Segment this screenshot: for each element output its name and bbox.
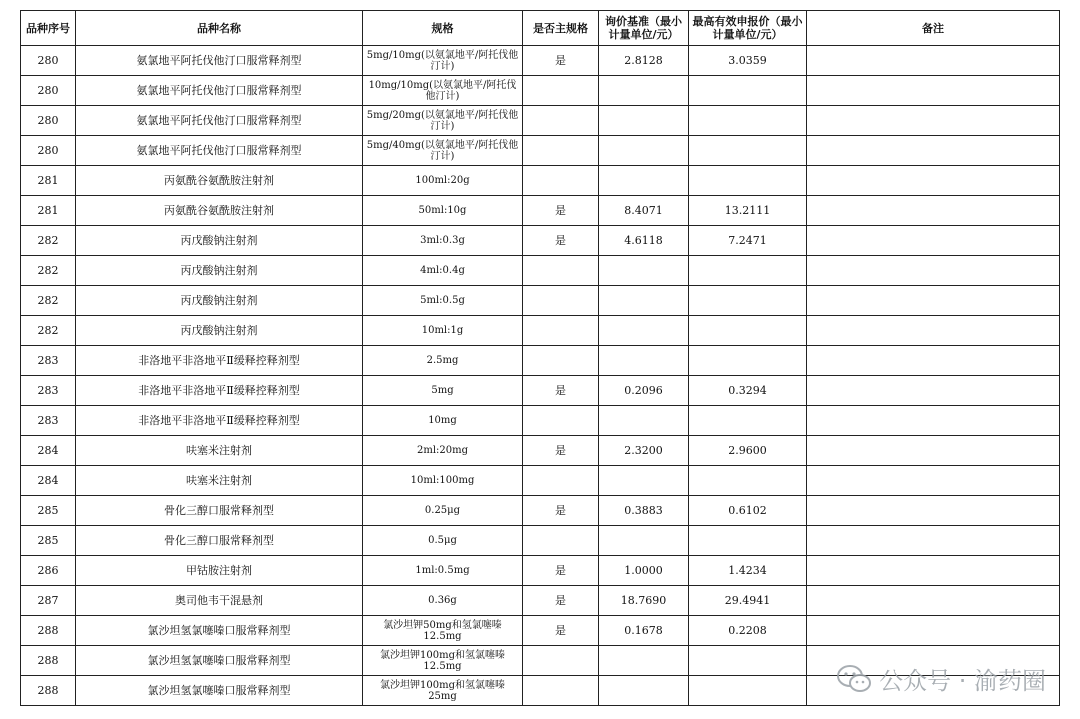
table-row bbox=[21, 436, 1060, 466]
cell-note bbox=[807, 436, 1060, 466]
cell-note bbox=[807, 316, 1060, 346]
cell-main-spec: 是 bbox=[523, 226, 599, 256]
cell-name: 非洛地平非洛地平Ⅱ缓释控释剂型 bbox=[76, 346, 363, 376]
cell-no: 282 bbox=[21, 316, 76, 346]
cell-note bbox=[807, 196, 1060, 226]
cell-spec: 50ml:10g bbox=[363, 196, 523, 226]
header-base-price: 询价基准（最小计量单位/元） bbox=[599, 11, 689, 46]
header-name: 品种名称 bbox=[76, 11, 363, 46]
cell-spec: 5mg/40mg(以氨氯地平/阿托伐他汀计) bbox=[363, 136, 523, 166]
table-row bbox=[21, 346, 1060, 376]
header-no: 品种序号 bbox=[21, 11, 76, 46]
table-row bbox=[21, 196, 1060, 226]
cell-no: 280 bbox=[21, 136, 76, 166]
cell-note bbox=[807, 166, 1060, 196]
cell-spec: 5mg/20mg(以氨氯地平/阿托伐他汀计) bbox=[363, 106, 523, 136]
cell-name: 非洛地平非洛地平Ⅱ缓释控释剂型 bbox=[76, 376, 363, 406]
table-row bbox=[21, 76, 1060, 106]
cell-note bbox=[807, 526, 1060, 556]
table-row bbox=[21, 316, 1060, 346]
cell-note bbox=[807, 256, 1060, 286]
cell-note bbox=[807, 616, 1060, 646]
cell-name: 氨氯地平阿托伐他汀口服常释剂型 bbox=[76, 106, 363, 136]
cell-name: 丙戊酸钠注射剂 bbox=[76, 316, 363, 346]
cell-main-spec bbox=[523, 256, 599, 286]
cell-base-price: 4.6118 bbox=[599, 226, 689, 256]
cell-note bbox=[807, 286, 1060, 316]
cell-name: 氨氯地平阿托伐他汀口服常释剂型 bbox=[76, 46, 363, 76]
cell-max-price: 0.3294 bbox=[689, 376, 807, 406]
table-row bbox=[21, 256, 1060, 286]
cell-max-price: 1.4234 bbox=[689, 556, 807, 586]
table-row bbox=[21, 616, 1060, 646]
cell-no: 288 bbox=[21, 676, 76, 706]
cell-no: 284 bbox=[21, 436, 76, 466]
cell-spec: 100ml:20g bbox=[363, 166, 523, 196]
table-row bbox=[21, 46, 1060, 76]
cell-no: 281 bbox=[21, 196, 76, 226]
cell-no: 282 bbox=[21, 256, 76, 286]
cell-main-spec bbox=[523, 316, 599, 346]
cell-base-price: 18.7690 bbox=[599, 586, 689, 616]
cell-note bbox=[807, 496, 1060, 526]
header-note: 备注 bbox=[807, 11, 1060, 46]
cell-no: 283 bbox=[21, 346, 76, 376]
cell-main-spec: 是 bbox=[523, 436, 599, 466]
cell-name: 呋塞米注射剂 bbox=[76, 466, 363, 496]
cell-no: 282 bbox=[21, 286, 76, 316]
table-body bbox=[21, 46, 1060, 706]
cell-max-price bbox=[689, 166, 807, 196]
header-spec: 规格 bbox=[363, 11, 523, 46]
cell-base-price bbox=[599, 346, 689, 376]
cell-main-spec bbox=[523, 76, 599, 106]
table-row bbox=[21, 526, 1060, 556]
cell-base-price bbox=[599, 76, 689, 106]
cell-max-price bbox=[689, 346, 807, 376]
cell-note bbox=[807, 466, 1060, 496]
cell-main-spec: 是 bbox=[523, 556, 599, 586]
header-main-spec: 是否主规格 bbox=[523, 11, 599, 46]
cell-name: 甲钴胺注射剂 bbox=[76, 556, 363, 586]
cell-spec: 4ml:0.4g bbox=[363, 256, 523, 286]
cell-no: 287 bbox=[21, 586, 76, 616]
cell-max-price bbox=[689, 316, 807, 346]
table-row bbox=[21, 466, 1060, 496]
cell-base-price bbox=[599, 166, 689, 196]
cell-note bbox=[807, 556, 1060, 586]
table-row bbox=[21, 406, 1060, 436]
cell-no: 288 bbox=[21, 646, 76, 676]
cell-name: 氨氯地平阿托伐他汀口服常释剂型 bbox=[76, 136, 363, 166]
cell-base-price: 8.4071 bbox=[599, 196, 689, 226]
cell-base-price bbox=[599, 316, 689, 346]
cell-base-price bbox=[599, 466, 689, 496]
cell-spec: 10mg/10mg(以氨氯地平/阿托伐他汀计) bbox=[363, 76, 523, 106]
cell-base-price bbox=[599, 136, 689, 166]
cell-max-price bbox=[689, 286, 807, 316]
cell-name: 氯沙坦氢氯噻嗪口服常释剂型 bbox=[76, 676, 363, 706]
cell-main-spec bbox=[523, 106, 599, 136]
cell-spec: 0.36g bbox=[363, 586, 523, 616]
cell-base-price: 0.1678 bbox=[599, 616, 689, 646]
cell-no: 280 bbox=[21, 46, 76, 76]
cell-no: 283 bbox=[21, 376, 76, 406]
table-row bbox=[21, 136, 1060, 166]
cell-name: 骨化三醇口服常释剂型 bbox=[76, 526, 363, 556]
cell-name: 丙戊酸钠注射剂 bbox=[76, 226, 363, 256]
cell-max-price bbox=[689, 526, 807, 556]
cell-note bbox=[807, 76, 1060, 106]
cell-spec: 氯沙坦钾50mg和氢氯噻嗪12.5mg bbox=[363, 616, 523, 646]
cell-no: 288 bbox=[21, 616, 76, 646]
cell-main-spec: 是 bbox=[523, 586, 599, 616]
cell-name: 氯沙坦氢氯噻嗪口服常释剂型 bbox=[76, 616, 363, 646]
cell-main-spec: 是 bbox=[523, 46, 599, 76]
cell-note bbox=[807, 106, 1060, 136]
cell-max-price: 29.4941 bbox=[689, 586, 807, 616]
cell-main-spec: 是 bbox=[523, 376, 599, 406]
table-row bbox=[21, 376, 1060, 406]
cell-main-spec bbox=[523, 676, 599, 706]
cell-no: 284 bbox=[21, 466, 76, 496]
cell-main-spec bbox=[523, 136, 599, 166]
cell-base-price bbox=[599, 526, 689, 556]
cell-spec: 氯沙坦钾100mg和氢氯噻嗪12.5mg bbox=[363, 646, 523, 676]
cell-name: 丙氨酰谷氨酰胺注射剂 bbox=[76, 196, 363, 226]
cell-note bbox=[807, 46, 1060, 76]
cell-no: 285 bbox=[21, 526, 76, 556]
cell-base-price bbox=[599, 256, 689, 286]
cell-max-price bbox=[689, 256, 807, 286]
watermark bbox=[837, 661, 1046, 696]
cell-base-price: 1.0000 bbox=[599, 556, 689, 586]
cell-max-price bbox=[689, 646, 807, 676]
cell-main-spec: 是 bbox=[523, 496, 599, 526]
wechat-icon bbox=[837, 664, 871, 694]
cell-max-price bbox=[689, 76, 807, 106]
cell-name: 氨氯地平阿托伐他汀口服常释剂型 bbox=[76, 76, 363, 106]
table-row bbox=[21, 226, 1060, 256]
cell-no: 281 bbox=[21, 166, 76, 196]
cell-spec: 10mg bbox=[363, 406, 523, 436]
cell-max-price: 7.2471 bbox=[689, 226, 807, 256]
cell-spec: 5ml:0.5g bbox=[363, 286, 523, 316]
cell-note bbox=[807, 346, 1060, 376]
cell-base-price bbox=[599, 676, 689, 706]
cell-base-price bbox=[599, 406, 689, 436]
cell-main-spec bbox=[523, 526, 599, 556]
cell-max-price: 2.9600 bbox=[689, 436, 807, 466]
cell-base-price bbox=[599, 106, 689, 136]
cell-max-price bbox=[689, 466, 807, 496]
cell-name: 丙氨酰谷氨酰胺注射剂 bbox=[76, 166, 363, 196]
cell-no: 283 bbox=[21, 406, 76, 436]
price-table bbox=[20, 10, 1060, 706]
cell-spec: 5mg/10mg(以氨氯地平/阿托伐他汀计) bbox=[363, 46, 523, 76]
cell-spec: 0.5μg bbox=[363, 526, 523, 556]
cell-note bbox=[807, 586, 1060, 616]
cell-note bbox=[807, 136, 1060, 166]
cell-max-price bbox=[689, 106, 807, 136]
cell-spec: 3ml:0.3g bbox=[363, 226, 523, 256]
cell-note bbox=[807, 226, 1060, 256]
cell-spec: 5mg bbox=[363, 376, 523, 406]
cell-spec: 10ml:1g bbox=[363, 316, 523, 346]
cell-main-spec bbox=[523, 646, 599, 676]
cell-max-price bbox=[689, 676, 807, 706]
cell-spec: 0.25μg bbox=[363, 496, 523, 526]
cell-name: 丙戊酸钠注射剂 bbox=[76, 286, 363, 316]
cell-main-spec bbox=[523, 466, 599, 496]
cell-base-price: 0.2096 bbox=[599, 376, 689, 406]
cell-max-price: 0.6102 bbox=[689, 496, 807, 526]
cell-main-spec bbox=[523, 346, 599, 376]
cell-max-price bbox=[689, 136, 807, 166]
cell-spec: 氯沙坦钾100mg和氢氯噻嗪25mg bbox=[363, 676, 523, 706]
cell-name: 非洛地平非洛地平Ⅱ缓释控释剂型 bbox=[76, 406, 363, 436]
table-row bbox=[21, 586, 1060, 616]
watermark-text: 公众号 · 渝药圈 bbox=[879, 667, 1046, 695]
cell-no: 282 bbox=[21, 226, 76, 256]
table-row bbox=[21, 286, 1060, 316]
cell-no: 286 bbox=[21, 556, 76, 586]
cell-base-price: 0.3883 bbox=[599, 496, 689, 526]
cell-base-price: 2.8128 bbox=[599, 46, 689, 76]
cell-max-price: 3.0359 bbox=[689, 46, 807, 76]
cell-spec: 10ml:100mg bbox=[363, 466, 523, 496]
cell-max-price bbox=[689, 406, 807, 436]
cell-main-spec: 是 bbox=[523, 616, 599, 646]
table-row bbox=[21, 496, 1060, 526]
cell-main-spec bbox=[523, 406, 599, 436]
table-row bbox=[21, 556, 1060, 586]
table-row bbox=[21, 106, 1060, 136]
cell-name: 呋塞米注射剂 bbox=[76, 436, 363, 466]
cell-no: 280 bbox=[21, 106, 76, 136]
table-header-row bbox=[21, 11, 1060, 46]
cell-spec: 2ml:20mg bbox=[363, 436, 523, 466]
header-max-price: 最高有效申报价（最小计量单位/元） bbox=[689, 11, 807, 46]
cell-spec: 1ml:0.5mg bbox=[363, 556, 523, 586]
table-row bbox=[21, 166, 1060, 196]
cell-base-price bbox=[599, 286, 689, 316]
cell-name: 氯沙坦氢氯噻嗪口服常释剂型 bbox=[76, 646, 363, 676]
cell-main-spec: 是 bbox=[523, 196, 599, 226]
cell-note bbox=[807, 376, 1060, 406]
cell-base-price: 2.3200 bbox=[599, 436, 689, 466]
cell-name: 丙戊酸钠注射剂 bbox=[76, 256, 363, 286]
cell-main-spec bbox=[523, 286, 599, 316]
cell-name: 骨化三醇口服常释剂型 bbox=[76, 496, 363, 526]
cell-max-price: 13.2111 bbox=[689, 196, 807, 226]
cell-spec: 2.5mg bbox=[363, 346, 523, 376]
cell-max-price: 0.2208 bbox=[689, 616, 807, 646]
cell-name: 奥司他韦干混悬剂 bbox=[76, 586, 363, 616]
cell-no: 280 bbox=[21, 76, 76, 106]
cell-note bbox=[807, 406, 1060, 436]
cell-base-price bbox=[599, 646, 689, 676]
cell-main-spec bbox=[523, 166, 599, 196]
cell-no: 285 bbox=[21, 496, 76, 526]
